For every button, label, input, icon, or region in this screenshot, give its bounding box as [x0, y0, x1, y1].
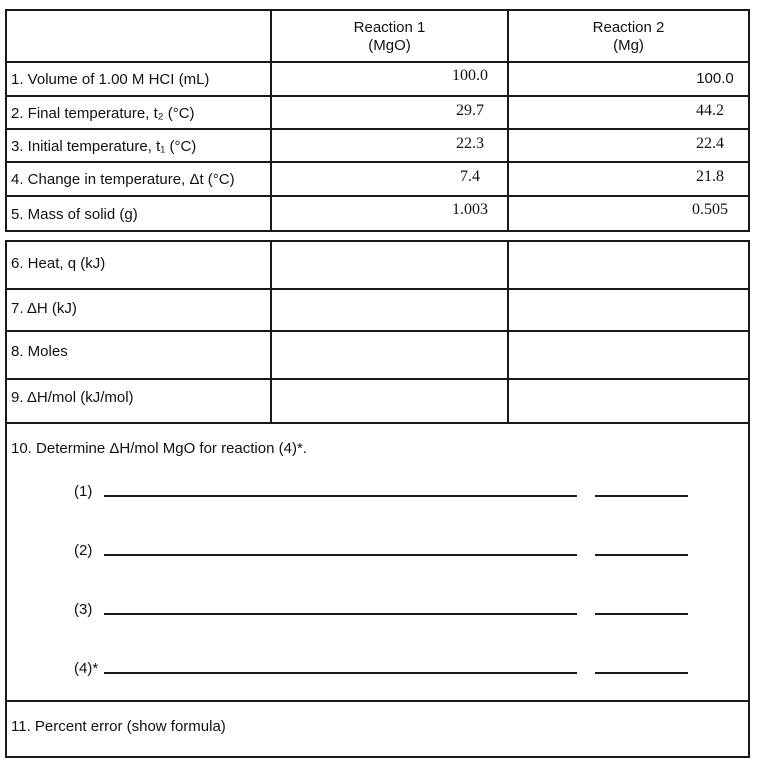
- equation-blank[interactable]: [104, 495, 577, 497]
- question-10-prompt: 10. Determine ΔH/mol MgO for reaction (4)*.: [11, 440, 307, 457]
- step-label: (4)*: [74, 660, 99, 677]
- table-border: [748, 240, 750, 758]
- col-divider: [270, 240, 272, 424]
- row-divider: [5, 700, 750, 702]
- row-divider: [5, 195, 750, 197]
- row-label: 9. ΔH/mol (kJ/mol): [11, 389, 134, 406]
- row-label: 6. Heat, q (kJ): [11, 255, 106, 272]
- row-divider: [5, 422, 750, 424]
- table-border: [5, 240, 750, 242]
- reaction-2-value: 21.8: [696, 168, 724, 185]
- value-blank[interactable]: [595, 554, 688, 556]
- header-line: (MgO): [368, 37, 411, 54]
- header-line: Reaction 1: [353, 19, 426, 36]
- row-divider: [5, 161, 750, 163]
- table-border: [5, 756, 750, 758]
- reaction-1-value: 1.003: [452, 201, 488, 218]
- value-blank[interactable]: [595, 672, 688, 674]
- row-label: 4. Change in temperature, Δt (°C): [11, 171, 235, 188]
- reaction-1-value: 29.7: [456, 102, 484, 119]
- column-header-reaction-1: [272, 19, 507, 55]
- row-label: 5. Mass of solid (g): [11, 206, 138, 223]
- header-line: (Mg): [613, 37, 644, 54]
- row-label: 7. ΔH (kJ): [11, 300, 77, 317]
- reaction-1-value: 7.4: [460, 168, 480, 185]
- value-blank[interactable]: [595, 613, 688, 615]
- equation-blank[interactable]: [104, 613, 577, 615]
- reaction-2-value: 44.2: [696, 102, 724, 119]
- reaction-2-value: 22.4: [696, 135, 724, 152]
- column-header-reaction-2: [509, 19, 748, 55]
- row-divider: [5, 288, 750, 290]
- row-label: 1. Volume of 1.00 M HCI (mL): [11, 71, 210, 88]
- value-blank[interactable]: [595, 495, 688, 497]
- row-label: 3. Initial temperature, t₁ (°C): [11, 138, 197, 155]
- step-label: (3): [74, 601, 93, 618]
- row-divider: [5, 378, 750, 380]
- reaction-2-value: 100.0: [696, 70, 734, 87]
- row-divider: [5, 330, 750, 332]
- table-border: [5, 240, 7, 758]
- col-divider: [507, 240, 509, 424]
- step-label: (1): [74, 483, 93, 500]
- equation-blank[interactable]: [104, 672, 577, 674]
- row-divider: [5, 128, 750, 130]
- equation-blank[interactable]: [104, 554, 577, 556]
- table-border: [5, 9, 7, 232]
- table-border: [5, 9, 750, 11]
- row-divider: [5, 95, 750, 97]
- reaction-2-value: 0.505: [692, 201, 728, 218]
- row-divider: [5, 61, 750, 63]
- row-label: 8. Moles: [11, 343, 68, 360]
- question-11-prompt: 11. Percent error (show formula): [11, 718, 226, 735]
- step-label: (2): [74, 542, 93, 559]
- header-line: Reaction 2: [592, 19, 665, 36]
- reaction-1-value: 22.3: [456, 135, 484, 152]
- reaction-1-value: 100.0: [452, 67, 488, 84]
- table-border: [5, 230, 750, 232]
- row-label: 2. Final temperature, t₂ (°C): [11, 105, 195, 122]
- table-border: [748, 9, 750, 232]
